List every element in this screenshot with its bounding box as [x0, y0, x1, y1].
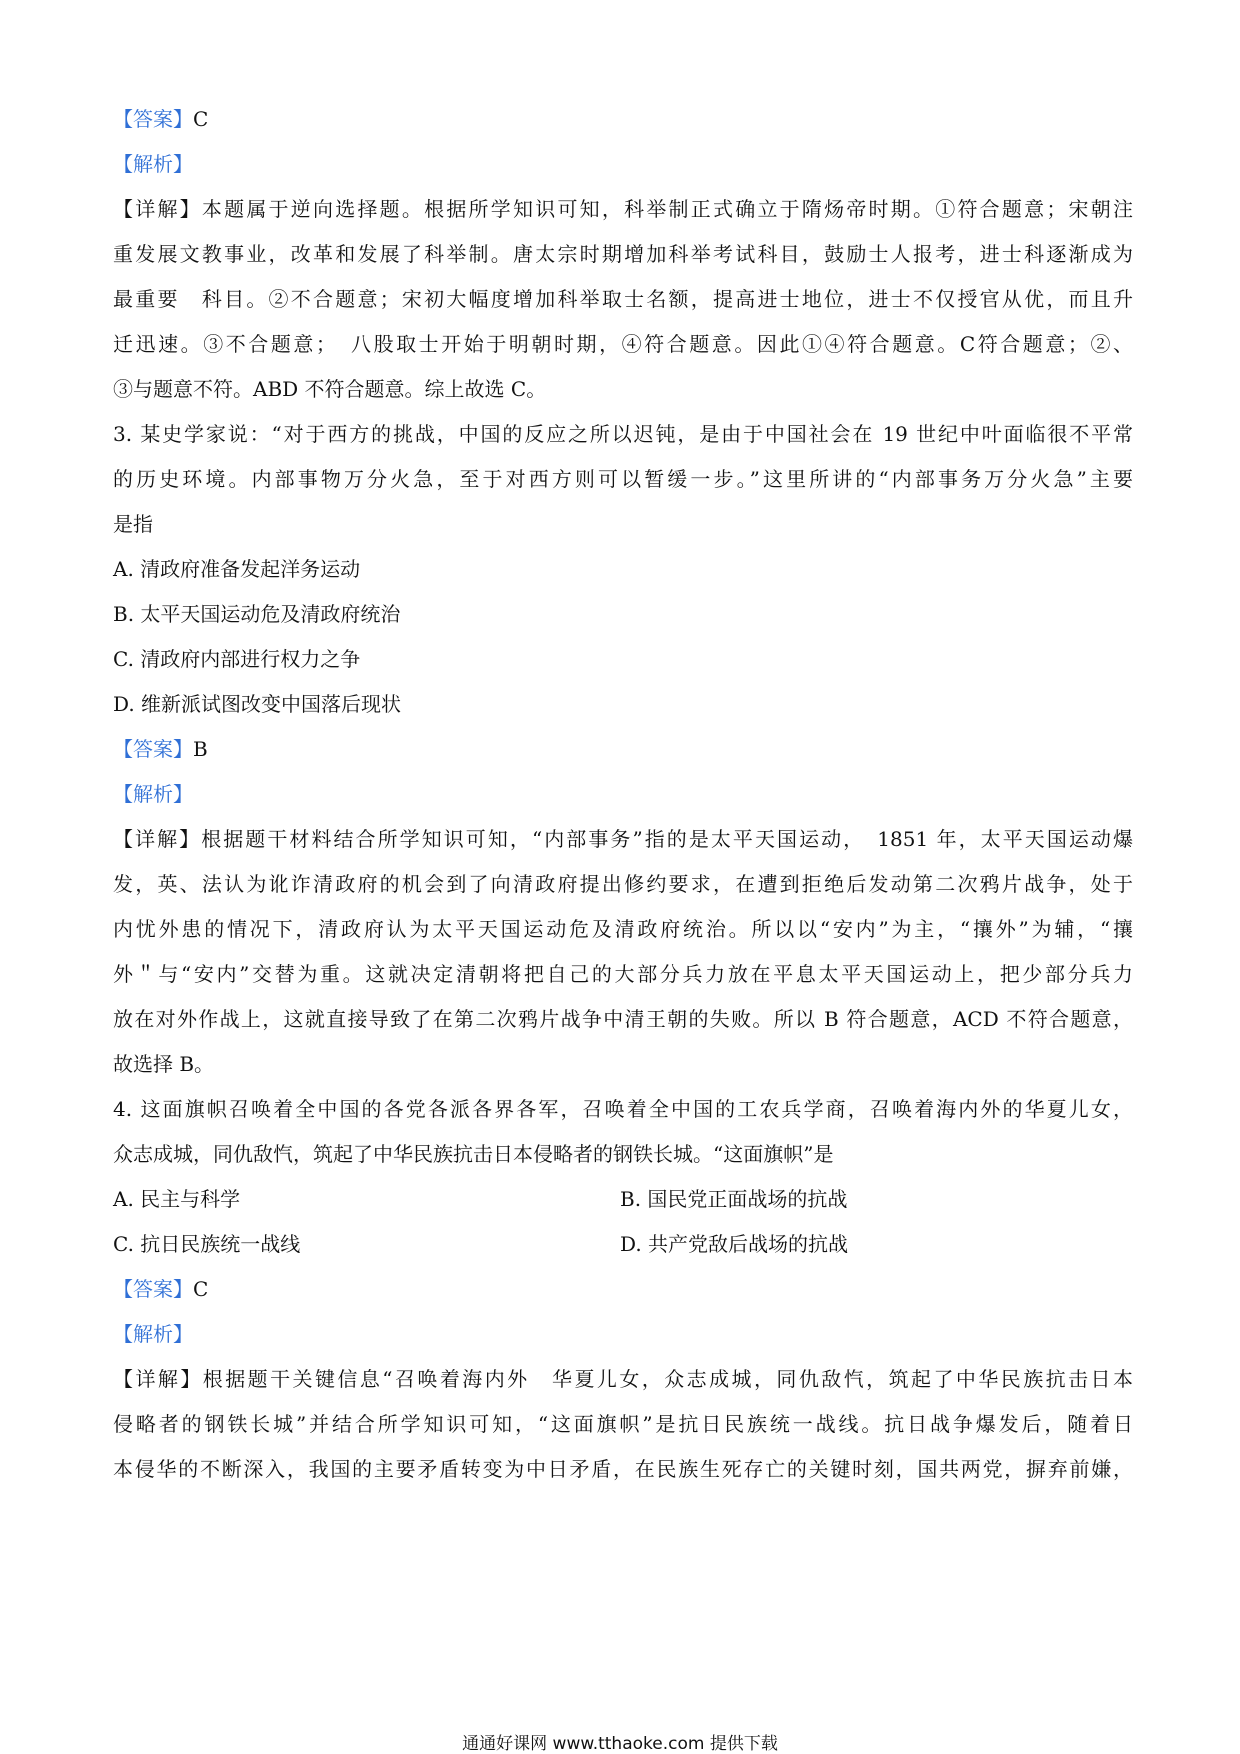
q3-answer	[113, 734, 208, 764]
detail-label: 【详解】	[113, 197, 202, 221]
q3-option-d: D. 维新派试图改变中国落后现状	[113, 692, 402, 716]
q3-detail-line: 放在对外作战上，这就直接导致了在第二次鸦片战争中清王朝的失败。所以 B 符合题意，ACD 不符合题意，	[113, 1007, 1133, 1031]
q3-option-a: A. 清政府准备发起洋务运动	[113, 557, 361, 581]
q3-stem-line: 是指	[113, 512, 153, 536]
q3-analysis-label: 【解析】	[113, 782, 193, 806]
q3-answer-value: B	[193, 737, 208, 761]
q3-stem-line: 3. 某史学家说：“对于西方的挑战，中国的反应之所以迟钝，是由于中国社会在 19 世纪中叶面临很不平常	[113, 422, 1133, 446]
q4-detail-line: 本侵华的不断深入，我国的主要矛盾转变为中日矛盾，在民族生死存亡的关键时刻，国共两党，摒弃前嫌，	[113, 1457, 1133, 1481]
q4-detail-line: 侵略者的钢铁长城”并结合所学知识可知，“这面旗帜”是抗日民族统一战线。抗日战争爆发后，随着日	[113, 1412, 1133, 1436]
page-footer: 通通好课网 www.tthaoke.com 提供下载	[462, 1734, 778, 1754]
q3-detail-line: 【详解】根据题干材料结合所学知识可知，“内部事务”指的是太平天国运动， 1851 年，太平天国运动爆	[113, 827, 1133, 851]
q2-answer	[113, 104, 208, 134]
q2-detail-line: 重发展文教事业，改革和发展了科举制。唐太宗时期增加科举考试科目，鼓励士人报考，进士科逐渐成为	[113, 242, 1133, 266]
q4-detail-line: 【详解】根据题干关键信息“召唤着海内外 华夏儿女，众志成城，同仇敌忾，筑起了中华民族抗击日本	[113, 1367, 1133, 1391]
answer-label: 【答案】	[113, 107, 193, 131]
q2-analysis-label: 【解析】	[113, 152, 193, 176]
q4-option-d: D. 共产党敌后战场的抗战	[620, 1232, 849, 1256]
q4-answer-value: C	[193, 1277, 209, 1301]
q4-stem-line: 众志成城，同仇敌忾，筑起了中华民族抗击日本侵略者的钢铁长城。“这面旗帜”是	[113, 1142, 834, 1166]
q3-stem-line: 的历史环境。内部事物万分火急，至于对西方则可以暂缓一步。”这里所讲的“内部事务万分火急”主要	[113, 467, 1133, 491]
answer-label: 【答案】	[113, 737, 193, 761]
q3-option-c: C. 清政府内部进行权力之争	[113, 647, 361, 671]
q2-answer-value: C	[193, 107, 209, 131]
q4-option-b: B. 国民党正面战场的抗战	[620, 1187, 848, 1211]
q2-detail-line: 迁迅速。③不合题意； 八股取士开始于明朝时期，④符合题意。因此①④符合题意。C符合题意；②、	[113, 332, 1133, 356]
q3-option-b: B. 太平天国运动危及清政府统治	[113, 602, 401, 626]
q3-detail-line: 发，英、法认为讹诈清政府的机会到了向清政府提出修约要求，在遭到拒绝后发动第二次鸦片战争，处于	[113, 872, 1133, 896]
q4-answer	[113, 1274, 208, 1304]
q4-option-a: A. 民主与科学	[113, 1187, 241, 1211]
q2-detail-line: 最重要 科目。②不合题意；宋初大幅度增加科举取士名额，提高进士地位，进士不仅授官从优，而且升	[113, 287, 1133, 311]
q3-detail-line: 内忧外患的情况下，清政府认为太平天国运动危及清政府统治。所以以“安内”为主，“攘外”为辅，“攘	[113, 917, 1133, 941]
q3-detail-line: 故选择 B。	[113, 1052, 215, 1076]
q2-detail-line: 【详解】本题属于逆向选择题。根据所学知识可知，科举制正式确立于隋炀帝时期。①符合题意；宋朝注	[113, 197, 1134, 221]
q4-analysis-label: 【解析】	[113, 1322, 193, 1346]
detail-label: 【详解】	[113, 1367, 203, 1391]
q3-detail-line: 外＂与“安内”交替为重。这就决定清朝将把自己的大部分兵力放在平息太平天国运动上，把少部分兵力	[113, 962, 1133, 986]
detail-label: 【详解】	[113, 827, 202, 851]
q2-detail-line: ③与题意不符。ABD 不符合题意。综上故选 C。	[113, 377, 547, 401]
q4-stem-line: 4. 这面旗帜召唤着全中国的各党各派各界各军，召唤着全中国的工农兵学商，召唤着海内外的华夏儿女，	[113, 1097, 1133, 1121]
q4-option-c: C. 抗日民族统一战线	[113, 1232, 301, 1256]
answer-label: 【答案】	[113, 1277, 193, 1301]
